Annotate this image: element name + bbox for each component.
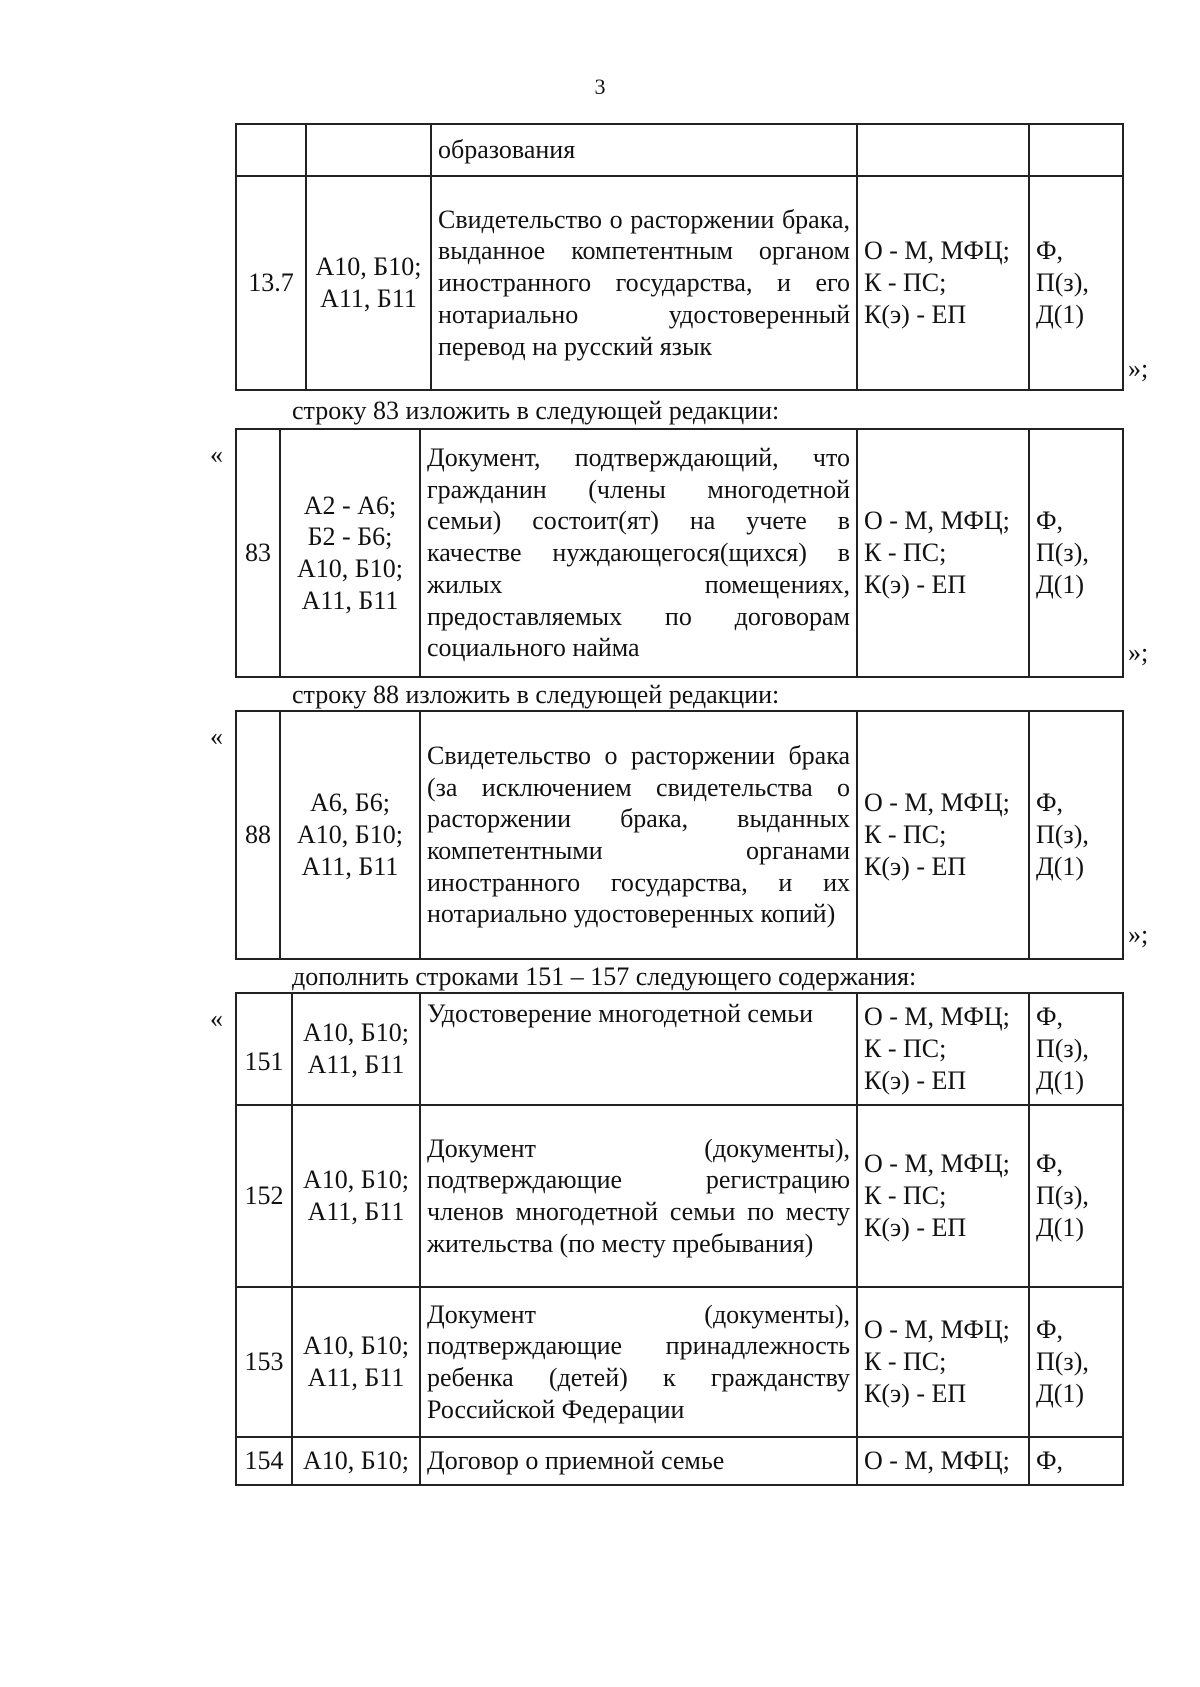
form-line: П(з), bbox=[1036, 1181, 1089, 1211]
code-line: А10, Б10; bbox=[315, 252, 422, 282]
code-line: А10, Б10; bbox=[297, 820, 403, 850]
cell-num bbox=[236, 124, 306, 176]
form-line: Д(1) bbox=[1036, 569, 1085, 599]
cell-forms bbox=[1029, 429, 1123, 677]
form-line: П(з), bbox=[1036, 268, 1089, 298]
code-line: А11, Б11 bbox=[301, 851, 399, 881]
form-line: Д(1) bbox=[1036, 1065, 1085, 1095]
channel-line: К(э) - ЕП bbox=[864, 1212, 967, 1242]
form-line: Д(1) bbox=[1036, 299, 1085, 329]
form-line: Д(1) bbox=[1036, 1378, 1085, 1408]
channel-line: К - ПС; bbox=[864, 1347, 947, 1377]
open-quote: « bbox=[210, 1004, 223, 1033]
channel-line: К - ПС; bbox=[864, 538, 947, 568]
table-row bbox=[236, 429, 1123, 677]
page-number: 3 bbox=[594, 74, 606, 99]
channel-line: О - М, МФЦ; bbox=[864, 236, 1010, 266]
instruction-row-88: строку 88 изложить в следующей редакции: bbox=[292, 680, 780, 709]
cell-num: 151 bbox=[236, 993, 292, 1105]
code-line: А11, Б11 bbox=[320, 284, 417, 313]
code-line: А10, Б10; bbox=[303, 1331, 409, 1361]
channel-line: О - М, МФЦ; bbox=[864, 788, 1010, 818]
cell-forms bbox=[1029, 124, 1123, 176]
cell-num: 13.7 bbox=[236, 176, 306, 390]
form-line: Ф, bbox=[1036, 506, 1064, 536]
code-line: А10, Б10; bbox=[303, 1018, 409, 1048]
cell-codes bbox=[280, 429, 420, 677]
cell-num: 154 bbox=[236, 1437, 292, 1485]
cell-channels bbox=[857, 711, 1029, 959]
form-line: Ф, bbox=[1036, 1149, 1064, 1179]
cell-channels bbox=[857, 176, 1029, 390]
close-quote: »; bbox=[1128, 920, 1149, 949]
form-line: П(з), bbox=[1036, 1347, 1089, 1377]
channel-line: О - М, МФЦ; bbox=[864, 1149, 1010, 1179]
table-row bbox=[236, 1105, 1123, 1287]
cell-codes bbox=[292, 1287, 420, 1437]
cell-description: образования bbox=[431, 124, 857, 176]
channel-line: К - ПС; bbox=[864, 820, 947, 850]
channel-line: К(э) - ЕП bbox=[864, 1065, 967, 1095]
instruction-rows-151-157: дополнить строками 151 – 157 следующего содержания: bbox=[292, 962, 917, 991]
cell-forms bbox=[1029, 176, 1123, 390]
channel-line: К(э) - ЕП bbox=[864, 1378, 967, 1408]
channel-line: О - М, МФЦ; bbox=[864, 506, 1010, 536]
cell-description: Удостоверение многодетной семьи bbox=[420, 993, 857, 1105]
channel-line: К - ПС; bbox=[864, 1034, 947, 1064]
cell-channels bbox=[857, 124, 1029, 176]
close-quote: »; bbox=[1128, 354, 1149, 383]
form-line: Ф, bbox=[1036, 236, 1064, 266]
cell-num: 153 bbox=[236, 1287, 292, 1437]
form-line: П(з), bbox=[1036, 820, 1089, 850]
code-line: А11, Б11 bbox=[307, 1050, 405, 1079]
table-row bbox=[236, 176, 1123, 390]
close-quote: »; bbox=[1128, 638, 1149, 667]
form-line: Ф, bbox=[1036, 1315, 1064, 1345]
cell-channels bbox=[857, 1287, 1029, 1437]
cell-num: 83 bbox=[236, 429, 280, 677]
cell-channels bbox=[857, 993, 1029, 1105]
channel-line: К - ПС; bbox=[864, 1181, 947, 1211]
table-row bbox=[236, 124, 1123, 176]
form-line: П(з), bbox=[1036, 1034, 1089, 1064]
channel-line: К(э) - ЕП bbox=[864, 569, 967, 599]
cell-forms bbox=[1029, 1287, 1123, 1437]
cell-codes bbox=[292, 1437, 420, 1485]
channel-line: О - М, МФЦ; bbox=[864, 1002, 1010, 1032]
table-row-88 bbox=[235, 710, 1124, 960]
cell-description: Договор о приемной семье bbox=[420, 1437, 857, 1485]
table-continuation bbox=[235, 123, 1124, 391]
channel-line: О - М, МФЦ; bbox=[864, 1315, 1010, 1345]
cell-channels bbox=[857, 429, 1029, 677]
cell-codes bbox=[306, 124, 431, 176]
cell-codes bbox=[292, 993, 420, 1105]
table-row bbox=[236, 711, 1123, 959]
code-line: А11, Б11 bbox=[301, 585, 399, 615]
form-line: Ф, bbox=[1036, 1446, 1064, 1476]
table-row bbox=[236, 1287, 1123, 1437]
form-line: П(з), bbox=[1036, 538, 1089, 568]
table-row-83 bbox=[235, 428, 1124, 678]
open-quote: « bbox=[210, 722, 223, 751]
instruction-row-83: строку 83 изложить в следующей редакции: bbox=[292, 396, 780, 425]
cell-description: Документ (документы), подтверждающие регистрацию членов многодетной семьи по месту жительства (по месту пребывания) bbox=[420, 1105, 857, 1287]
cell-codes bbox=[292, 1105, 420, 1287]
code-line: А10, Б10; bbox=[303, 1446, 409, 1476]
channel-line: К(э) - ЕП bbox=[864, 851, 967, 881]
cell-num: 88 bbox=[236, 711, 280, 959]
cell-codes bbox=[306, 176, 431, 390]
table-rows-151 bbox=[235, 992, 1124, 1486]
cell-description: Свидетельство о расторжении брака (за исключением свидетельства о расторжении брака, выданных компетентными органами иностранного государства, и их нотариально удостоверенных копий) bbox=[420, 711, 857, 959]
channel-line: К - ПС; bbox=[864, 268, 947, 298]
cell-forms bbox=[1029, 993, 1123, 1105]
form-line: Д(1) bbox=[1036, 851, 1085, 881]
code-line: А2 - А6; bbox=[303, 490, 397, 520]
cell-num: 152 bbox=[236, 1105, 292, 1287]
form-line: Ф, bbox=[1036, 788, 1064, 818]
cell-channels bbox=[857, 1437, 1029, 1485]
form-line: Д(1) bbox=[1036, 1212, 1085, 1242]
cell-description: Свидетельство о расторжении брака, выданное компетентным органом иностранного государства, и его нотариально удостоверенный перевод на русский язык bbox=[431, 176, 857, 390]
code-line: А11, Б11 bbox=[307, 1363, 405, 1392]
code-line: А11, Б11 bbox=[307, 1197, 405, 1226]
open-quote: « bbox=[210, 440, 223, 469]
code-line: Б2 - Б6; bbox=[307, 522, 393, 552]
cell-codes bbox=[280, 711, 420, 959]
cell-description: Документ (документы), подтверждающие принадлежность ребенка (детей) к гражданству Российской Федерации bbox=[420, 1287, 857, 1437]
cell-channels bbox=[857, 1105, 1029, 1287]
cell-forms bbox=[1029, 711, 1123, 959]
code-line: А10, Б10; bbox=[303, 1165, 409, 1195]
channel-line: К(э) - ЕП bbox=[864, 299, 967, 329]
form-line: Ф, bbox=[1036, 1002, 1064, 1032]
code-line: А10, Б10; bbox=[297, 554, 403, 583]
code-line: А6, Б6; bbox=[310, 788, 390, 818]
channel-line: О - М, МФЦ; bbox=[864, 1446, 1010, 1476]
cell-forms bbox=[1029, 1105, 1123, 1287]
table-row bbox=[236, 993, 1123, 1105]
cell-forms bbox=[1029, 1437, 1123, 1485]
cell-description: Документ, подтверждающий, что гражданин (члены многодетной семьи) состоит(ят) на учете в качестве нуждающегося(щихся) в жилых помещениях, предоставляемых по договорам социального найма bbox=[420, 429, 857, 677]
table-row bbox=[236, 1437, 1123, 1485]
